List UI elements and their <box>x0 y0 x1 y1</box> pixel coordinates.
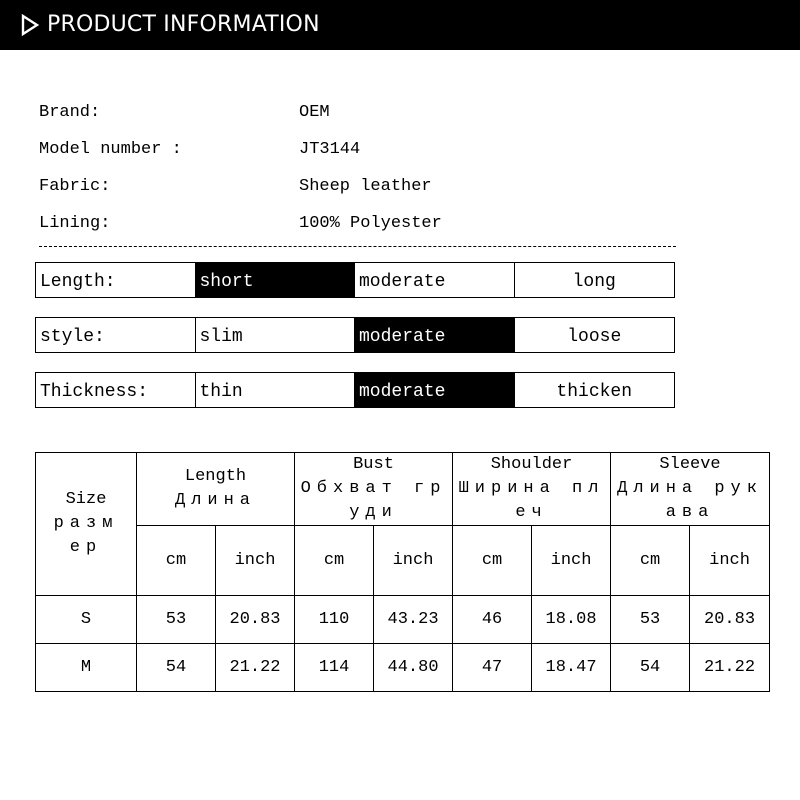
group-header-en: Bust <box>353 455 394 474</box>
attribute-label: Length: <box>36 263 196 297</box>
group-header-ru: Длина <box>175 491 257 510</box>
table-cell: 114 <box>295 644 374 692</box>
unit-header: inch <box>374 526 453 596</box>
table-cell: 43.23 <box>374 596 453 644</box>
table-cell: 54 <box>611 644 690 692</box>
attribute-label: Thickness: <box>36 373 196 407</box>
group-header-en: Shoulder <box>490 455 573 474</box>
unit-header: inch <box>532 526 611 596</box>
table-row <box>36 596 770 644</box>
table-cell: 53 <box>611 596 690 644</box>
size-cell: M <box>36 644 137 692</box>
group-header-ru: Длина рукава <box>617 479 763 522</box>
size-cell: S <box>36 596 137 644</box>
table-cell: 110 <box>295 596 374 644</box>
attribute-option: thin <box>196 373 356 407</box>
attribute-option: thicken <box>556 382 633 402</box>
attribute-option: moderate <box>355 373 515 407</box>
info-value: OEM <box>299 103 330 122</box>
group-header-sleeve <box>611 453 770 526</box>
unit-header: inch <box>690 526 770 596</box>
table-row <box>36 644 770 692</box>
unit-header: cm <box>611 526 690 596</box>
size-header-ru: размер <box>53 514 119 557</box>
size-table <box>35 452 770 692</box>
table-cell: 54 <box>137 644 216 692</box>
divider <box>39 246 676 247</box>
unit-header: cm <box>295 526 374 596</box>
play-outline-icon <box>20 14 40 36</box>
table-cell: 18.47 <box>532 644 611 692</box>
attribute-option: loose <box>567 327 622 347</box>
table-cell: 53 <box>137 596 216 644</box>
page-title: PRODUCT INFORMATION <box>47 12 320 37</box>
unit-header: cm <box>137 526 216 596</box>
info-label: Fabric: <box>39 177 111 196</box>
attribute-label: style: <box>36 318 196 352</box>
attribute-option: moderate <box>355 263 515 297</box>
unit-header: inch <box>216 526 295 596</box>
info-value: JT3144 <box>299 140 361 159</box>
attribute-option: moderate <box>355 318 515 352</box>
size-header-cell <box>36 453 137 596</box>
table-cell: 18.08 <box>532 596 611 644</box>
table-cell: 20.83 <box>690 596 770 644</box>
attribute-style <box>35 317 675 353</box>
group-header-ru: Обхват груди <box>300 479 447 522</box>
table-cell: 20.83 <box>216 596 295 644</box>
group-header-en: Sleeve <box>659 455 721 474</box>
attribute-option: long <box>572 272 616 292</box>
group-header-length <box>137 453 295 526</box>
info-label: Model number : <box>39 140 182 159</box>
group-header-shoulder <box>453 453 611 526</box>
info-value: 100% Polyester <box>299 214 442 233</box>
group-header-bust <box>295 453 453 526</box>
table-cell: 21.22 <box>690 644 770 692</box>
info-label: Lining: <box>39 214 111 233</box>
attribute-thickness <box>35 372 675 408</box>
attribute-option: slim <box>196 318 356 352</box>
table-cell: 47 <box>453 644 532 692</box>
info-label: Brand: <box>39 103 101 122</box>
info-value: Sheep leather <box>299 177 432 196</box>
table-cell: 21.22 <box>216 644 295 692</box>
unit-header: cm <box>453 526 532 596</box>
header-bar <box>0 0 800 50</box>
table-cell: 44.80 <box>374 644 453 692</box>
group-header-ru: Ширина плеч <box>458 479 605 522</box>
table-cell: 46 <box>453 596 532 644</box>
size-header-en: Size <box>65 490 107 509</box>
attribute-option: short <box>196 263 356 297</box>
group-header-en: Length <box>184 467 247 486</box>
attribute-length <box>35 262 675 298</box>
